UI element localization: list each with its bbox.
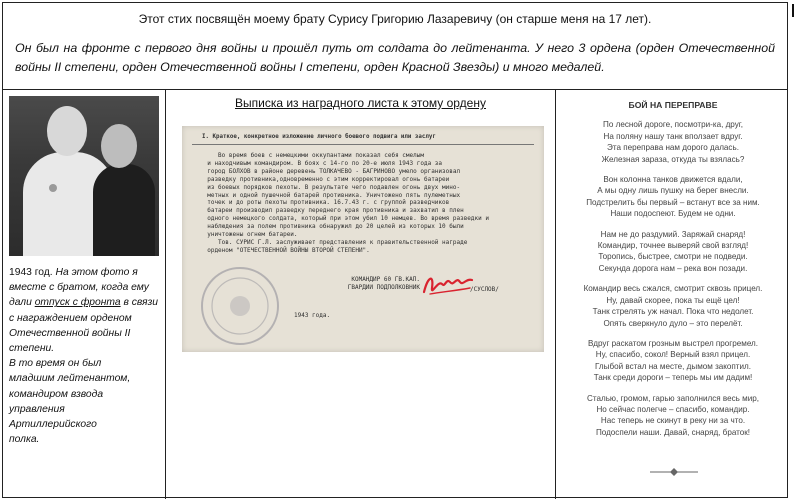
poem-stanza — [576, 283, 770, 329]
caption-text-1: На этом фото я вместе с братом, когда ему дали — [9, 267, 149, 309]
poem-line: По лесной дороге, посмотри-ка, друг, — [603, 120, 743, 130]
award-document-scan — [182, 126, 544, 352]
photo-column — [3, 90, 166, 499]
poem-line: Нас теперь не скинут в реку ни за что. — [600, 416, 746, 426]
poem-line: Подоспели наши. Давай, снаряд, браток! — [595, 427, 751, 437]
caption-line-c: командиром взвода — [9, 388, 104, 400]
doc-heading: I. Краткое, конкретное изложение личного боевого подвига или заслуг — [202, 134, 436, 140]
doc-commander: КОМАНДИР 60 ГВ.КАП. ГВАРДИИ ПОДПОЛКОВНИК — [347, 276, 420, 291]
poem-stanza — [576, 119, 770, 165]
poem-line: Командир весь сжался, смотрит сквозь прицел. — [583, 284, 763, 294]
award-column — [166, 90, 556, 499]
caption-line-f: полка. — [9, 434, 40, 446]
doc-date: 1943 года. — [294, 312, 331, 319]
poem-stanza — [576, 174, 770, 220]
document-table — [2, 2, 788, 498]
poem-line: Но сейчас полегче – спасибо, командир. — [596, 404, 750, 414]
poem-line: Нам не до раздумий. Заряжай снаряд! — [600, 229, 746, 239]
doc-body: Во время боев с немецкими оккупантами показал себя смелым и находчивым командиром. В боях с 14-го по 20-е июля 1943 года за город БОЛХОВ в районе деревень ТОЛКАЧЕВО - БАГРИНОВО умело организовал разведку противника,одновременно с этим корректировал огонь батареи из боевых порядков пехоты. В результате чего подавлен огонь двух мино- метных и одной пушечной батарей противника. Уничтожено пять пулеметных точек и до роты пехоты противника. 16.7.43 г. с группой разведчиков батареи производил разведку переднего края противника и захватил в плен одного немецкого солдата, который при этом убил 10 немцев. Во время разведки и наблюдения за полем противника обнаружил до 20 целей из которых 10 были уничтожены огнем батареи. Тов. СУРИС Г.Л. заслуживает представления к правительственной награде орденом "ОТЕЧЕСТВЕННОЙ ВОЙНЫ ВТОРОЙ СТЕПЕНИ". — [207, 152, 489, 254]
header-cell — [3, 3, 787, 90]
poem-line: Командир, точнее выверяй свой взгляд! — [597, 241, 749, 251]
caption-text-2: в связи с награждением орденом Отечественной войны II степени. — [9, 297, 159, 355]
poem-line: Вон колонна танков движется вдали, — [603, 175, 743, 185]
poem-line: Глыбой встал на месте, дымом закоптил. — [594, 361, 751, 371]
poem-line: А мы одну лишь пушку на берег внесли. — [597, 186, 749, 196]
poem-column — [556, 90, 789, 499]
poem-line: Железная зараза, откуда ты взялась? — [601, 154, 745, 164]
poem-stanza — [576, 229, 770, 275]
photo-caption — [9, 265, 159, 447]
caption-year: 1943 год. — [9, 267, 53, 278]
poem-line: Сталью, громом, гарью заполнился весь мир, — [587, 393, 759, 403]
award-title: Выписка из наградного листа к этому ордену — [235, 96, 486, 110]
poem-line: Танк стрелять уж начал. Пока что недолет. — [592, 307, 754, 317]
handwritten-signature-icon — [420, 270, 476, 300]
doc-rule — [192, 144, 534, 145]
poem-line: Торопись, быстрее, смотри не подведи. — [598, 252, 748, 262]
poem-stanza — [576, 338, 770, 384]
poem — [576, 96, 770, 492]
poem-line: Ну, давай скорее, пока ты ещё цел! — [606, 295, 740, 305]
biography-line: Он был на фронте с первого дня войны и прошёл путь от солдата до лейтенанта. У него 3 ордена (орден Отечественной войны II степени, орден Отечественной войны I степени, орден Красной Звезды) и много медалей. — [15, 41, 775, 74]
poem-title: БОЙ НА ПЕРЕПРАВЕ — [628, 100, 718, 110]
caption-line-d: управления — [9, 403, 65, 415]
round-stamp-icon — [198, 264, 282, 348]
poem-line: Наши подоспеют. Будем не одни. — [610, 209, 736, 219]
caption-line-e: Артиллерийского — [9, 419, 97, 431]
text-cursor-mark — [792, 4, 794, 17]
caption-line-a: В то время он был — [9, 358, 102, 370]
dedication-line: Этот стих посвящён моему брату Сурису Григорию Лазаревичу (он старше меня на 17 лет). — [138, 12, 652, 26]
poem-line: Танк среди дороги – теперь мы им дадим! — [593, 373, 753, 383]
poem-line: Секунда дорога нам – река вон позади. — [598, 263, 748, 273]
poem-line: Подстрелить бы первый – встанут все за ним. — [586, 197, 760, 207]
doc-signer-name: /СУСЛОВ/ — [470, 286, 499, 293]
poem-line: Опять сверкнуло дуло – это перелёт. — [603, 318, 743, 328]
ornament-divider-icon — [648, 467, 700, 477]
poem-line: Эта переправа нам дорого далась. — [607, 143, 739, 153]
brothers-photo — [9, 96, 159, 256]
poem-line: Вдруг раскатом грозным выстрел прогремел. — [587, 338, 759, 348]
caption-underlined: отпуск с фронта — [34, 297, 121, 309]
poem-line: На поляну нашу танк вползает вдруг. — [603, 131, 743, 141]
caption-line-b: младшим лейтенантом, — [9, 373, 131, 385]
poem-stanza — [576, 393, 770, 439]
poem-line: Ну, спасибо, сокол! Верный взял прицел. — [595, 350, 751, 360]
